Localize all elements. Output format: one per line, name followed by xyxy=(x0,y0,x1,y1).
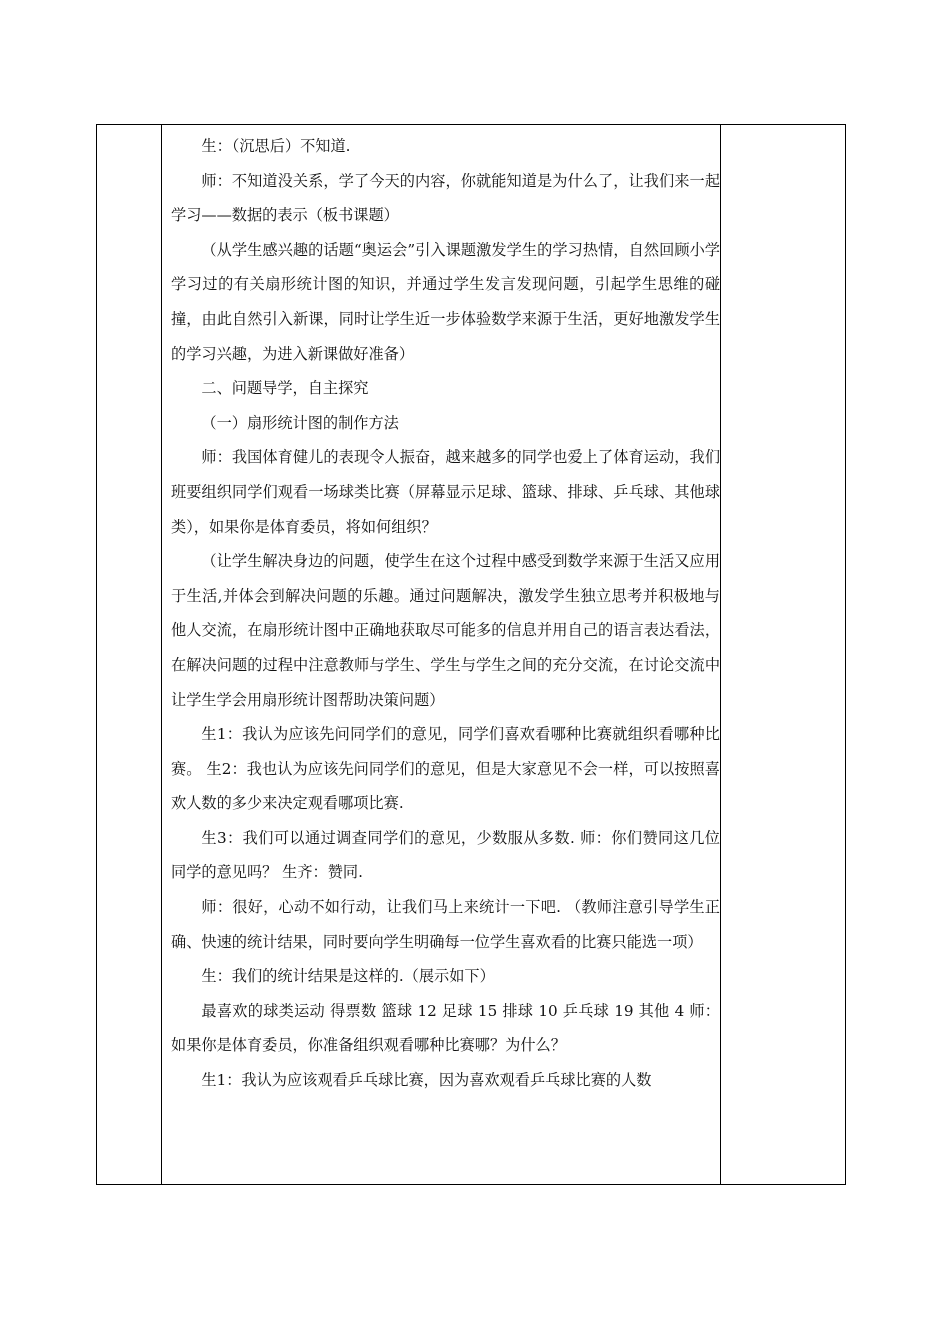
paragraph: （从学生感兴趣的话题“奥运会”引入课题激发学生的学习热情，自然回顾小学学习过的有关扇形统计图的知识，并通过学生发言发现问题，引起学生思维的碰撞，由此自然引入新课，同时让学生近一步体验数学来源于生活，更好地激发学生的学习兴趣，为进入新课做好准备） xyxy=(171,240,720,363)
paragraph: 生1：我认为应该先问同学们的意见，同学们喜欢看哪种比赛就组织看哪种比赛。 生2：我也认为应该先问同学们的意见，但是大家意见不会一样，可以按照喜欢人数的多少来决定观看哪项比赛. xyxy=(171,725,720,813)
paragraph: 二、问题导学，自主探究 xyxy=(201,379,369,398)
paragraph: 生：我们的统计结果是这样的.（展示如下） xyxy=(201,967,495,986)
paragraph: 师：不知道没关系，学了今天的内容，你就能知道是为什么了，让我们来一起学习——数据的表示（板书课题） xyxy=(171,171,720,225)
paragraph: 生1：我认为应该观看乒乓球比赛，因为喜欢观看乒乓球比赛的人数 xyxy=(201,1071,652,1090)
paragraph: 师：我国体育健儿的表现令人振奋，越来越多的同学也爱上了体育运动，我们班要组织同学们观看一场球类比赛（屏幕显示足球、篮球、排球、乒乓球、其他球类），如果你是体育委员，将如何组织？ xyxy=(171,448,720,536)
lesson-table xyxy=(96,124,846,1185)
paragraph: （一）扇形统计图的制作方法 xyxy=(201,413,399,432)
paragraph: 生3：我们可以通过调查同学们的意见，少数服从多数. 师：你们赞同这几位同学的意见吗？ 生齐：赞同. xyxy=(171,828,720,882)
paragraph: （让学生解决身边的问题，使学生在这个过程中感受到数学来源于生活又应用于生活,并体会到解决问题的乐趣。通过问题解决，激发学生独立思考并积极地与他人交流，在扇形统计图中正确地获取尽可能多的信息并用自己的语言表达看法，在解决问题的过程中注意教师与学生、学生与学生之间的充分交流，在讨论交流中让学生学会用扇形统计图帮助决策问题） xyxy=(171,552,720,709)
paragraph: 师：很好，心动不如行动，让我们马上来统计一下吧. （教师注意引导学生正确、快速的统计结果，同时要向学生明确每一位学生喜欢看的比赛只能选一项） xyxy=(171,898,720,951)
paragraph: 生：（沉思后）不知道. xyxy=(201,137,351,155)
column-divider xyxy=(161,125,162,1184)
lesson-content xyxy=(171,129,720,1098)
column-divider xyxy=(720,125,721,1184)
paragraph: 最喜欢的球类运动 得票数 篮球 12 足球 15 排球 10 乒乓球 19 其他 4 师：如果你是体育委员，你准备组织观看哪种比赛哪？为什么？ xyxy=(171,1001,720,1055)
